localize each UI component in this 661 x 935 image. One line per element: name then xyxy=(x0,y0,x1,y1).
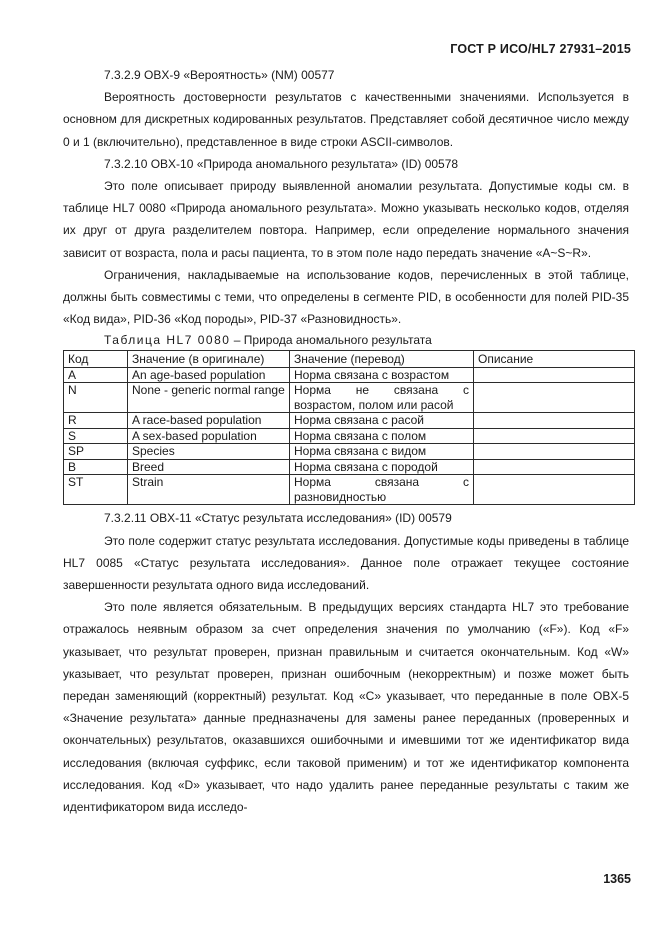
code-table xyxy=(63,350,635,505)
cell-translation: Норма связана с видом xyxy=(290,444,474,460)
section-title-obx9: 7.3.2.9 OBX-9 «Вероятность» (NM) 00577 xyxy=(104,68,335,82)
cell-translation: Норма связана с породой xyxy=(290,459,474,475)
cell-translation: Норма связана с возрастом xyxy=(290,367,474,383)
table-caption xyxy=(63,330,629,350)
cell-code: S xyxy=(64,428,128,444)
cell-original: Breed xyxy=(128,459,290,475)
cell-description xyxy=(474,383,635,413)
cell-code: R xyxy=(64,413,128,429)
cell-code: SP xyxy=(64,444,128,460)
cell-description xyxy=(474,475,635,505)
cell-translation: Норма связана с полом xyxy=(290,428,474,444)
table-row xyxy=(64,428,635,444)
paragraph-obx10-1: Это поле описывает природу выявленной аномалии результата. Допустимые коды см. в таблице HL7 0080 «Природа аномального результата». Можно указывать несколько кодов, отделяя их друг от друга разделителем повтора. Например, если определение нормального значения зависит от возраста, пола и расы пациента, то в этом поле надо передать значение «A~S~R». xyxy=(63,179,629,260)
header-code: Код xyxy=(64,351,128,368)
table-row xyxy=(64,444,635,460)
cell-original: None - generic normal range xyxy=(128,383,290,413)
cell-original: Strain xyxy=(128,475,290,505)
document-header: ГОСТ Р ИСО/HL7 27931–2015 xyxy=(450,42,631,56)
table-caption-label: Таблица HL7 0080 xyxy=(104,333,231,348)
table-header-row xyxy=(64,351,635,368)
cell-description xyxy=(474,428,635,444)
cell-original: An age-based population xyxy=(128,367,290,383)
header-translated-value: Значение (перевод) xyxy=(290,351,474,368)
paragraph-obx11-2: Это поле является обязательным. В предыдущих версиях стандарта HL7 это требование отражалось неявным образом за счет определения значения по умолчанию («F»). Код «F» указывает, что результат проверен, признан правильным и считается окончательным. Код «W» указывает, что результат проверен, признан ошибочным (некорректным) и позже может быть передан заменяющий (корректный) результат. Код «C» указывает, что переданные в поле OBX-5 «Значение результата» данные предназначены для замены ранее переданных (проверенных и окончательных) результатов, оказавшихся ошибочными и имевшими тот же идентификатор вида исследования (включая суффикс, если таковой применим) и тот же идентификатор компонента исследования. Код «D» указывает, что надо удалить ранее переданные результаты с таким же идентификатором вида исследо- xyxy=(63,600,629,815)
cell-description xyxy=(474,413,635,429)
cell-description xyxy=(474,444,635,460)
header-original-value: Значение (в оригинале) xyxy=(128,351,290,368)
cell-description xyxy=(474,367,635,383)
paragraph-obx11-1: Это поле содержит статус результата исследования. Допустимые коды приведены в таблице HL7 0085 «Статус результата исследования». Данное поле отражает текущее состояние завершенности результата одного вида исследований. xyxy=(63,533,629,593)
table-row xyxy=(64,413,635,429)
section-title-obx10: 7.3.2.10 OBX-10 «Природа аномального результата» (ID) 00578 xyxy=(104,156,459,171)
cell-original: A sex-based population xyxy=(128,428,290,444)
paragraph-obx10-2: Ограничения, накладываемые на использование кодов, перечисленных в этой таблице, должны быть совместимы с теми, что определены в сегменте PID, в особенности для полей PID-35 «Код вида», PID-36 «Код породы», PID-37 «Разновидность». xyxy=(63,267,629,327)
cell-translation: Норма связана с расой xyxy=(290,413,474,429)
table-row xyxy=(64,383,635,413)
table-row xyxy=(64,367,635,383)
table-caption-title: – Природа аномального результата xyxy=(233,333,432,348)
paragraph-obx9: Вероятность достоверности результатов с качественными значениями. Используется в основном для дискретных кодированных результатов. Представляет собой десятичное число между 0 и 1 (включительно), представленное в виде строки ASCII-символов. xyxy=(63,90,629,149)
page-content xyxy=(63,64,629,818)
cell-description xyxy=(474,459,635,475)
cell-original: A race-based population xyxy=(128,413,290,429)
cell-translation: Норма не связана с возрастом, полом или расой xyxy=(290,383,474,413)
page-number: 1365 xyxy=(603,872,631,886)
cell-code: N xyxy=(64,383,128,413)
table-row xyxy=(64,475,635,505)
section-title-obx11: 7.3.2.11 OBX-11 «Статус результата исследования» (ID) 00579 xyxy=(104,511,452,526)
cell-translation: Норма связана с разновидностью xyxy=(290,475,474,505)
cell-code: A xyxy=(64,367,128,383)
table-row xyxy=(64,459,635,475)
cell-code: B xyxy=(64,459,128,475)
header-description: Описание xyxy=(474,351,635,368)
cell-code: ST xyxy=(64,475,128,505)
cell-original: Species xyxy=(128,444,290,460)
